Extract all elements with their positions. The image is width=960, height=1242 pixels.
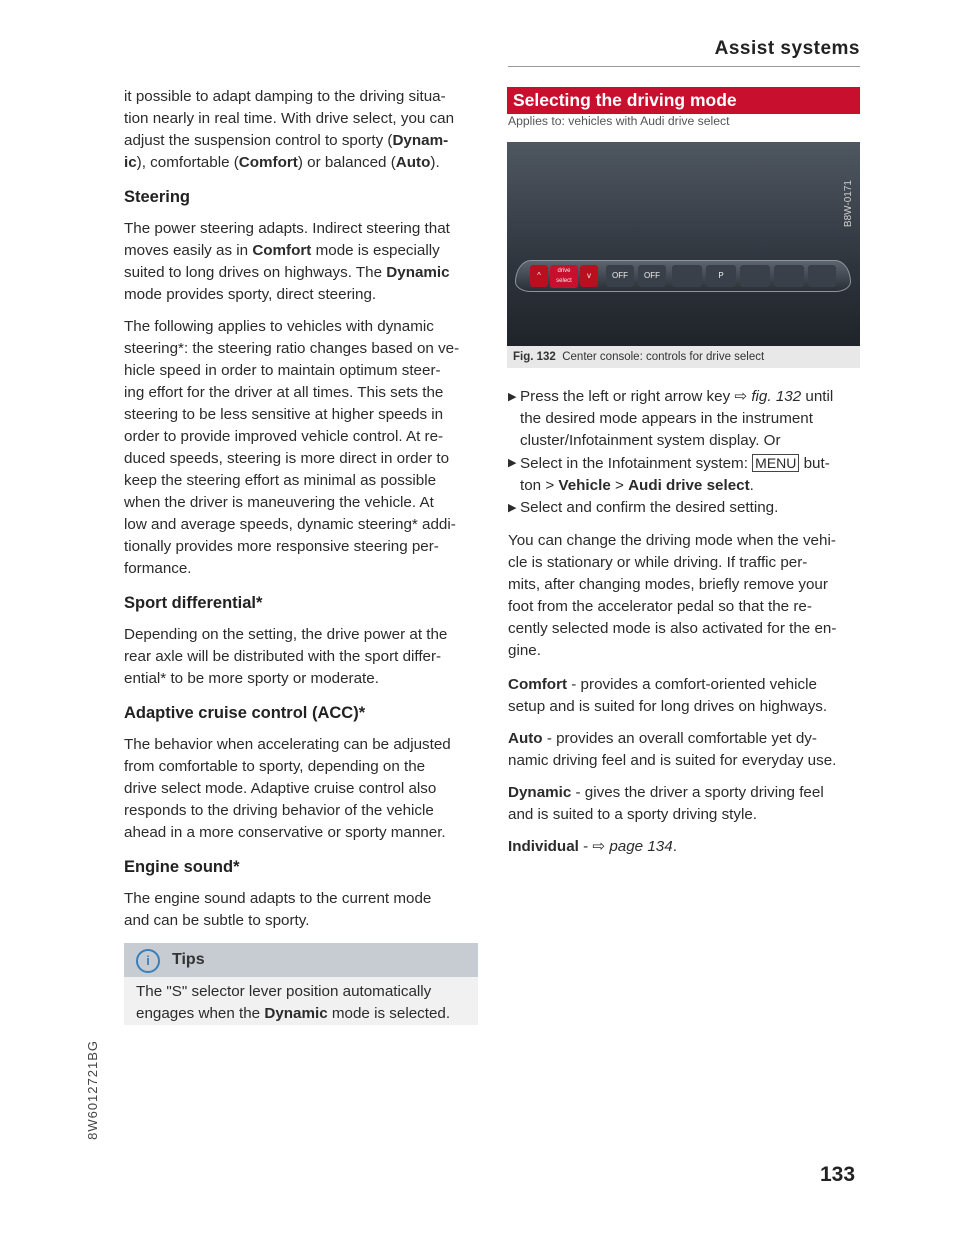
blank-key	[672, 265, 702, 287]
list-item: ▶ Select in the Infotainment system: MENU but- ton > Vehicle > Audi drive select.	[508, 452, 860, 497]
drive-select-key: drive select	[550, 265, 578, 288]
blank-key	[774, 265, 804, 287]
applies-to-note: Applies to: vehicles with Audi drive select	[508, 114, 730, 128]
intro-paragraph: it possible to adapt damping to the driving situa- tion nearly in real time. With drive select, you can adjust the suspension control to sporty (Dynam- ic), comfortable (Comfort) or balanced (Auto).	[124, 88, 455, 171]
arrow-right-icon: ▶	[508, 457, 517, 469]
arrow-down-icon: v	[580, 265, 598, 287]
figure-reference-link[interactable]: ⇨ fig. 132	[734, 388, 802, 405]
sport-differential-paragraph: Depending on the setting, the drive power at the rear axle will be distributed with the sport differ- ential* to be more sporty or moderate.	[124, 626, 448, 687]
figure-code: B8W-0171	[843, 180, 854, 228]
driving-mode-change-paragraph: You can change the driving mode when the vehi- cle is stationary or while driving. If traffic per- mits, after changing modes, briefly remove your foot from the accelerator pedal so that the re- cently selected mode is also activated for the en- gine.	[508, 532, 837, 659]
comfort-mode-description: Comfort - provides a comfort-oriented vehicle setup and is suited for long drives on highways.	[508, 676, 828, 715]
menu-key-label: MENU	[752, 454, 799, 472]
dynamic-mode-description: Dynamic - gives the driver a sporty driving feel and is suited to a sporty driving style.	[508, 784, 824, 823]
acc-heading: Adaptive cruise control (ACC)*	[124, 704, 366, 722]
arrow-up-icon: ^	[530, 265, 548, 287]
acc-paragraph: The behavior when accelerating can be adjusted from comfortable to sporty, depending on the drive select mode. Adaptive cruise control also responds to the driving behavior of the vehicle ahead in a more conservative or sporty manner.	[124, 736, 451, 841]
list-item: ▶ Press the left or right arrow key ⇨ fig. 132 until the desired mode appears in the instrument cluster/Infotainment system display. Or	[508, 388, 834, 449]
tips-header	[124, 943, 478, 977]
park-assist-key: P	[706, 265, 736, 287]
esc-off-key: OFF	[638, 265, 666, 287]
individual-mode-description: Individual - ⇨ page 134.	[508, 838, 677, 855]
running-header: Assist systems	[714, 38, 860, 59]
header-divider	[508, 66, 860, 67]
auto-hold-off-key: OFF	[606, 265, 634, 287]
steps-list	[508, 386, 860, 519]
sport-differential-heading: Sport differential*	[124, 594, 263, 612]
blank-key	[740, 265, 770, 287]
figure-caption: Fig. 132 Center console: controls for drive select	[507, 346, 860, 368]
list-item: ▶ Select and confirm the desired setting.	[508, 497, 860, 519]
steering-heading: Steering	[124, 188, 191, 206]
page-number: 133	[820, 1163, 856, 1186]
document-code: 8W6012721BG	[85, 1040, 100, 1140]
engine-sound-paragraph: The engine sound adapts to the current mode and can be subtle to sporty.	[124, 890, 432, 929]
engine-sound-heading: Engine sound*	[124, 858, 240, 876]
dynamic-steering-paragraph: The following applies to vehicles with dynamic steering*: the steering ratio changes based on ve- hicle speed in order to maintain optimum steer- ing effort for the driver at all times. This sets the steering to be less sensitive at higher speeds in order to provide improved vehicle control. At re- duced speeds, steering is more direct in order to keep the steering effort as minimal as possible when the driver is maneuvering the vehicle. At low and average speeds, dynamic steering* addi- tionally provides more responsive steering per- formance.	[124, 318, 460, 577]
auto-mode-description: Auto - provides an overall comfortable yet dy- namic driving feel and is suited for everyday use.	[508, 730, 837, 769]
arrow-right-icon: ▶	[508, 502, 517, 514]
steering-paragraph: The power steering adapts. Indirect steering that moves easily as in Comfort mode is especially suited to long drives on highways. The Dynamic mode provides sporty, direct steering.	[124, 220, 450, 303]
tips-body: The "S" selector lever position automatically engages when the Dynamic mode is selected.	[124, 977, 478, 1025]
drive-select-figure	[507, 142, 860, 346]
info-icon: i	[136, 949, 160, 973]
tips-label: Tips	[172, 951, 205, 968]
center-console-control-strip	[515, 260, 851, 292]
section-title: Selecting the driving mode	[507, 87, 860, 114]
arrow-right-icon: ▶	[508, 391, 517, 403]
hazard-key	[808, 265, 836, 287]
page-reference-link[interactable]: ⇨ page 134	[592, 838, 673, 855]
